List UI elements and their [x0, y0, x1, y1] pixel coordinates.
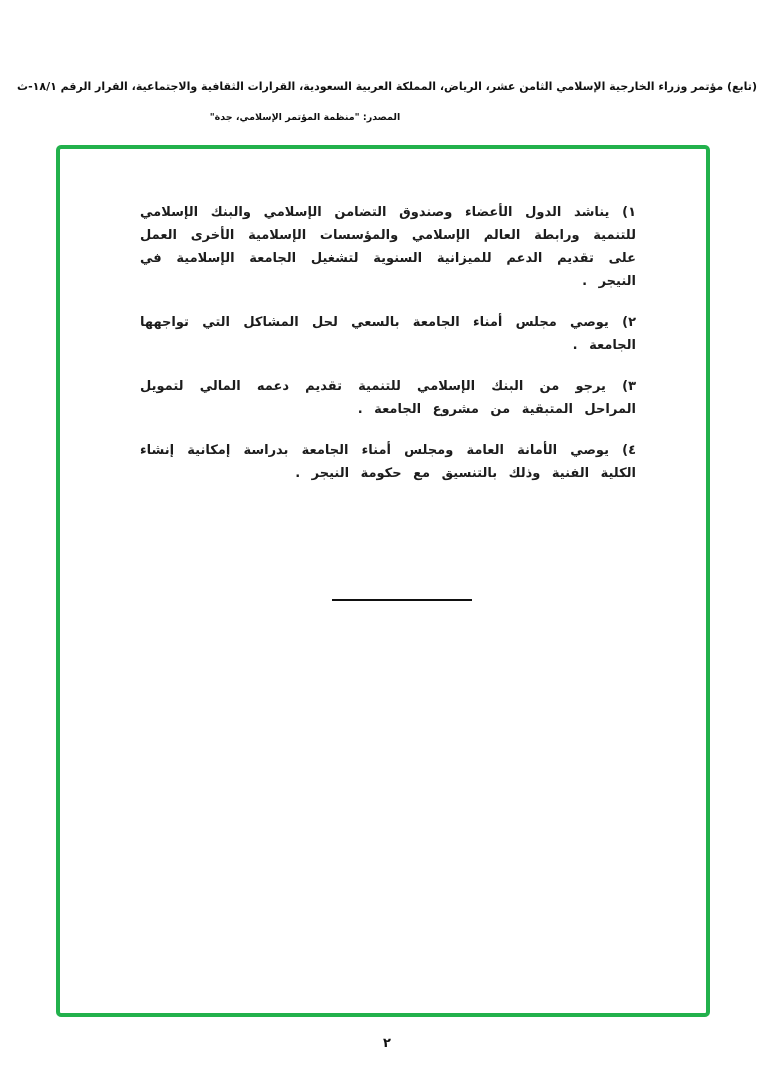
document-body [140, 201, 636, 503]
paragraph-2: ٢) يوصي مجلس أمناء الجامعة بالسعي لحل المشاكل التي تواجهها الجامعة . [140, 315, 636, 353]
document-header: (تابع) مؤتمر وزراء الخارجية الإسلامي الثامن عشر، الرياض، المملكة العربية السعودية، القرارات الثقافية والاجتماعية، القرار الرقم ١٨/١-ث [17, 80, 757, 93]
paragraph-1: ١) يناشد الدول الأعضاء وصندوق التضامن الإسلامي والبنك الإسلامي للتنمية ورابطة العالم الإسلامي والمؤسسات الإسلامية الأخرى العمل على تقديم الدعم للميزانية السنوية لتشغيل الجامعة الإسلامية في النيجر . [140, 205, 636, 289]
paragraph-4: ٤) يوصي الأمانة العامة ومجلس أمناء الجامعة بدراسة إمكانية إنشاء الكلية الفنية وذلك بالتنسيق مع حكومة النيجر . [140, 443, 636, 481]
paragraph-3: ٣) يرجو من البنك الإسلامي للتنمية تقديم دعمه المالي لتمويل المراحل المتبقية من مشروع الجامعة . [140, 379, 636, 417]
document-frame [56, 145, 710, 1017]
page-number: ٢ [383, 1036, 391, 1051]
source-line: المصدر: "منظمة المؤتمر الإسلامي، جدة" [209, 112, 401, 123]
separator-line [332, 599, 472, 601]
